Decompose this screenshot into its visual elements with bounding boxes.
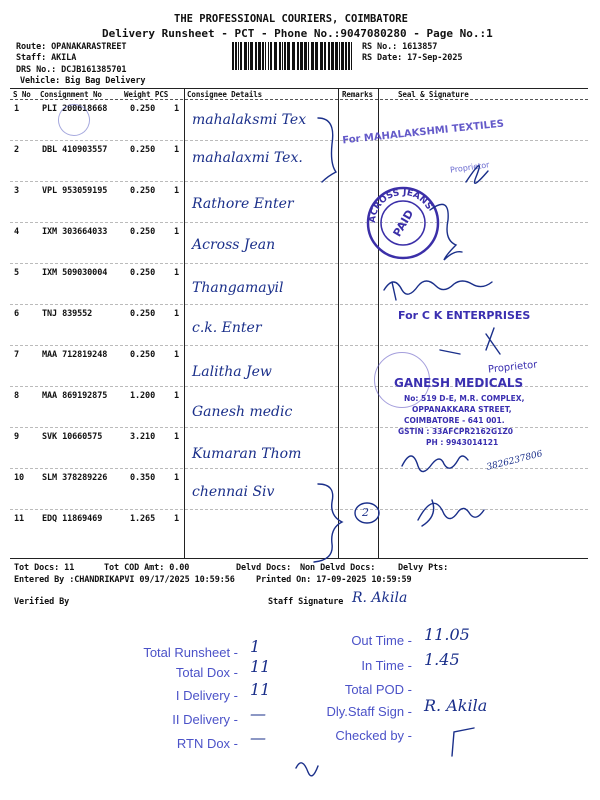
row10-circled-mark: 2 bbox=[362, 506, 369, 519]
row-pieces: 1 bbox=[174, 104, 180, 114]
row-consignment-number: PLI 200618668 bbox=[42, 104, 108, 114]
route: Route: OPANAKARASTREET bbox=[16, 42, 127, 52]
non-delivered-docs: Non Delvd Docs: bbox=[300, 563, 376, 573]
staff-signature-hand: R. Akila bbox=[352, 590, 408, 606]
row-weight: 0.250 bbox=[130, 309, 156, 319]
row-consignment-number: EDQ 11869469 bbox=[42, 514, 103, 524]
summary-left-value: 11 bbox=[250, 657, 271, 676]
vehicle: Vehicle: Big Bag Delivery bbox=[20, 76, 146, 86]
row-consignee-handwritten: c.k. Enter bbox=[192, 320, 262, 336]
row-sno: 5 bbox=[14, 268, 20, 278]
stamp-ganesh-gstin: GSTIN : 33AFCPR2162G1Z0 bbox=[398, 427, 514, 436]
total-cod: Tot COD Amt: 0.00 bbox=[104, 563, 190, 573]
summary-right-value: R. Akila bbox=[424, 696, 488, 715]
row-consignment-number: IXM 509030004 bbox=[42, 268, 108, 278]
row-consignment-number: SVK 10660575 bbox=[42, 432, 103, 442]
summary-right-value: 1.45 bbox=[424, 650, 460, 669]
row-consignee-handwritten: Ganesh medic bbox=[192, 404, 293, 420]
summary-left-value: 11 bbox=[250, 680, 271, 699]
summary-left-label: RTN Dox - bbox=[176, 736, 238, 751]
row-consignee-handwritten: mahalaksmi Tex bbox=[192, 112, 307, 128]
row-consignee-handwritten: mahalaxmi Tex. bbox=[192, 150, 303, 166]
stamp-ganesh-addr2: OPPANAKKARA STREET, bbox=[412, 405, 512, 414]
summary-right-label: Dly.Staff Sign - bbox=[326, 704, 412, 719]
stamp-ganesh-name: GANESH MEDICALS bbox=[394, 376, 524, 390]
col-consignment: Consignment No bbox=[40, 90, 102, 99]
stamp-ganesh-ph: PH : 9943014121 bbox=[426, 438, 499, 447]
row-weight: 0.250 bbox=[130, 268, 156, 278]
stamp-across-paid: PAID bbox=[390, 207, 417, 239]
row-consignment-number: TNJ 839552 bbox=[42, 309, 93, 319]
row-consignment-number: DBL 410903557 bbox=[42, 145, 108, 155]
printed-on: Printed On: 17-09-2025 10:59:59 bbox=[256, 575, 412, 585]
row-consignee-handwritten: Across Jean bbox=[192, 237, 276, 253]
staff: Staff: AKILA bbox=[16, 53, 77, 63]
row-weight: 0.250 bbox=[130, 350, 156, 360]
col-remarks: Remarks bbox=[342, 90, 373, 99]
row-consignment-number: VPL 953059195 bbox=[42, 186, 108, 196]
row-pieces: 1 bbox=[174, 227, 180, 237]
row-sno: 4 bbox=[14, 227, 20, 237]
stamp-ganesh-prop: Proprietor bbox=[487, 359, 538, 376]
row-consignment-number: MAA 712819248 bbox=[42, 350, 108, 360]
row-sno: 1 bbox=[14, 104, 20, 114]
row-sno: 11 bbox=[14, 514, 25, 524]
summary-left-value: — bbox=[250, 704, 266, 723]
row-consignee-handwritten: Kumaran Thom bbox=[192, 446, 302, 462]
stamp-ganesh-addr3: COIMBATORE - 641 001. bbox=[404, 416, 505, 425]
row-weight: 0.250 bbox=[130, 227, 156, 237]
row-pieces: 1 bbox=[174, 432, 180, 442]
rs-number: RS No.: 1613857 bbox=[362, 42, 438, 52]
row-consignment-number: MAA 869192875 bbox=[42, 391, 108, 401]
row-sno: 2 bbox=[14, 145, 20, 155]
summary-right-label: In Time - bbox=[361, 658, 412, 673]
row-pieces: 1 bbox=[174, 514, 180, 524]
col-seal: Seal & Signature bbox=[398, 90, 469, 99]
stamp-across-ring-text: ACROSS JEANS bbox=[367, 187, 434, 224]
row-pieces: 1 bbox=[174, 391, 180, 401]
row-weight: 0.250 bbox=[130, 104, 156, 114]
verified-by: Verified By bbox=[14, 597, 70, 607]
row-sno: 3 bbox=[14, 186, 20, 196]
drs-number: DRS No.: DCJB161385701 bbox=[16, 65, 127, 75]
row-pieces: 1 bbox=[174, 186, 180, 196]
row-weight: 0.250 bbox=[130, 186, 156, 196]
row-consignee-handwritten: Lalitha Jew bbox=[192, 364, 272, 380]
total-docs: Tot Docs: 11 bbox=[14, 563, 75, 573]
row9-handwritten-number: 3826237806 bbox=[485, 449, 544, 473]
delivery-points: Delvy Pts: bbox=[398, 563, 449, 573]
row-weight: 0.350 bbox=[130, 473, 156, 483]
summary-left-label: I Delivery - bbox=[175, 688, 238, 703]
summary-left-value: 1 bbox=[250, 637, 261, 656]
stamp-ganesh-addr1: No: 519 D-E, M.R. COMPLEX, bbox=[404, 394, 525, 403]
row-weight: 0.250 bbox=[130, 145, 156, 155]
summary-left-label: Total Runsheet - bbox=[143, 645, 238, 660]
row-consignee-handwritten: chennai Siv bbox=[192, 484, 275, 500]
summary-right-label: Out Time - bbox=[351, 633, 412, 648]
summary-right-label: Checked by - bbox=[335, 728, 412, 743]
stamp-mahalakshmi-prop: Proprietor bbox=[449, 160, 490, 175]
row-pieces: 1 bbox=[174, 473, 180, 483]
delivered-docs: Delvd Docs: bbox=[236, 563, 292, 573]
row-consignment-number: SLM 378289226 bbox=[42, 473, 108, 483]
row-consignee-handwritten: Thangamayil bbox=[192, 280, 284, 296]
stamp-mahalakshmi: For MAHALAKSHMI TEXTILES bbox=[341, 118, 505, 147]
col-sno: S No bbox=[13, 90, 31, 99]
row-pieces: 1 bbox=[174, 350, 180, 360]
row-consignment-number: IXM 303664033 bbox=[42, 227, 108, 237]
row-pieces: 1 bbox=[174, 268, 180, 278]
rs-date: RS Date: 17-Sep-2025 bbox=[362, 53, 463, 63]
runsheet-title: Delivery Runsheet - PCT - Phone No.:9047080280 - Page No.:1 bbox=[102, 27, 493, 40]
row-weight: 3.210 bbox=[130, 432, 156, 442]
summary-left-value: — bbox=[250, 728, 266, 747]
row-weight: 1.265 bbox=[130, 514, 156, 524]
col-weight-pcs: Weight PCS bbox=[124, 90, 169, 99]
row-sno: 10 bbox=[14, 473, 25, 483]
summary-right-label: Total POD - bbox=[344, 682, 412, 697]
row-sno: 7 bbox=[14, 350, 20, 360]
row-sno: 6 bbox=[14, 309, 20, 319]
company-title: THE PROFESSIONAL COURIERS, COIMBATORE bbox=[174, 13, 408, 25]
row-pieces: 1 bbox=[174, 309, 180, 319]
col-consignee: Consignee Details bbox=[187, 90, 263, 99]
row-sno: 8 bbox=[14, 391, 20, 401]
row-sno: 9 bbox=[14, 432, 20, 442]
summary-left-label: Total Dox - bbox=[175, 665, 238, 680]
stamp-ck-enterprises: For C K ENTERPRISES bbox=[398, 309, 531, 322]
entered-by: Entered By :CHANDRIKAPVI 09/17/2025 10:59:56 bbox=[14, 575, 235, 585]
staff-signature-label: Staff Signature bbox=[268, 597, 344, 607]
row-consignee-handwritten: Rathore Enter bbox=[192, 196, 294, 212]
summary-left-label: II Delivery - bbox=[172, 712, 238, 727]
row-pieces: 1 bbox=[174, 145, 180, 155]
row-weight: 1.200 bbox=[130, 391, 156, 401]
summary-right-value: 11.05 bbox=[424, 625, 470, 644]
